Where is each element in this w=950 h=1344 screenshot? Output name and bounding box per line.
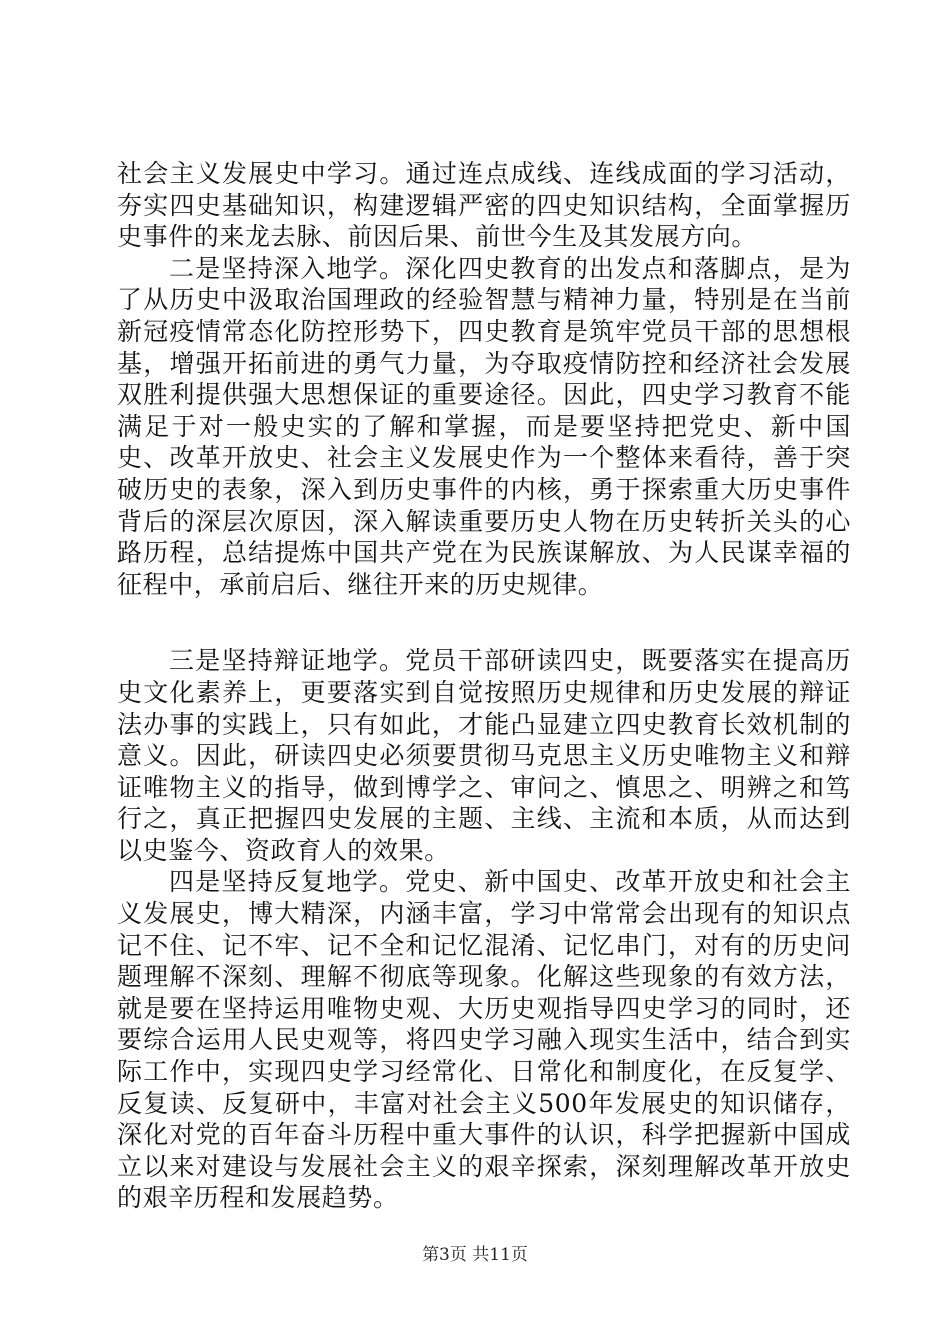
paragraph-point-two: 二是坚持深入地学。深化四史教育的出发点和落脚点，是为了从历史中汲取治国理政的经验智慧与精神力量，特别是在当前新冠疫情常态化防控形势下，四史教育是筑牢党员干部的思想根基，增强开拓前进的勇气力量，为夺取疫情防控和经济社会发展双胜利提供强大思想保证的重要途径。因此，四史学习教育不能满足于对一般史实的了解和掌握，而是要坚持把党史、新中国史、改革开放史、社会主义发展史作为一个整体来看待，善于突破历史的表象，深入到历史事件的内核，勇于探索重大历史事件背后的深层次原因，深入解读重要历史人物在历史转折关头的心路历程，总结提炼中国共产党在为民族谋解放、为人民谋幸福的征程中，承前启后、继往开来的历史规律。	[117, 253, 851, 599]
page-number-label: 第3页 共11页	[422, 1245, 528, 1265]
paragraph-point-four: 四是坚持反复地学。党史、新中国史、改革开放史和社会主义发展史，博大精深，内涵丰富，学习中常常会出现有的知识点记不住、记不牢、记不全和记忆混淆、记忆串门，对有的历史问题理解不深刻、理解不彻底等现象。化解这些现象的有效方法，就是要在坚持运用唯物史观、大历史观指导四史学习的同时，还要综合运用人民史观等，将四史学习融入现实生活中，结合到实际工作中，实现四史学习经常化、日常化和制度化，在反复学、反复读、反复研中，丰富对社会主义500年发展史的知识储存，深化对党的百年奋斗历程中重大事件的认识，科学把握新中国成立以来对建设与发展社会主义的艰辛探索，深刻理解改革开放史的艰辛历程和发展趋势。	[117, 867, 851, 1213]
paragraph-continuation: 社会主义发展史中学习。通过连点成线、连线成面的学习活动，夯实四史基础知识，构建逻辑严密的四史知识结构，全面掌握历史事件的来龙去脉、前因后果、前世今生及其发展方向。	[117, 159, 851, 252]
paragraph-spacer	[117, 600, 851, 645]
page-footer	[0, 1244, 950, 1266]
document-body	[117, 158, 851, 1214]
paragraph-point-three: 三是坚持辩证地学。党员干部研读四史，既要落实在提高历史文化素养上，更要落实到自觉按照历史规律和历史发展的辩证法办事的实践上，只有如此，才能凸显建立四史教育长效机制的意义。因此，研读四史必须要贯彻马克思主义历史唯物主义和辩证唯物主义的指导，做到博学之、审问之、慎思之、明辨之和笃行之，真正把握四史发展的主题、主线、主流和本质，从而达到以史鉴今、资政育人的效果。	[117, 646, 851, 865]
